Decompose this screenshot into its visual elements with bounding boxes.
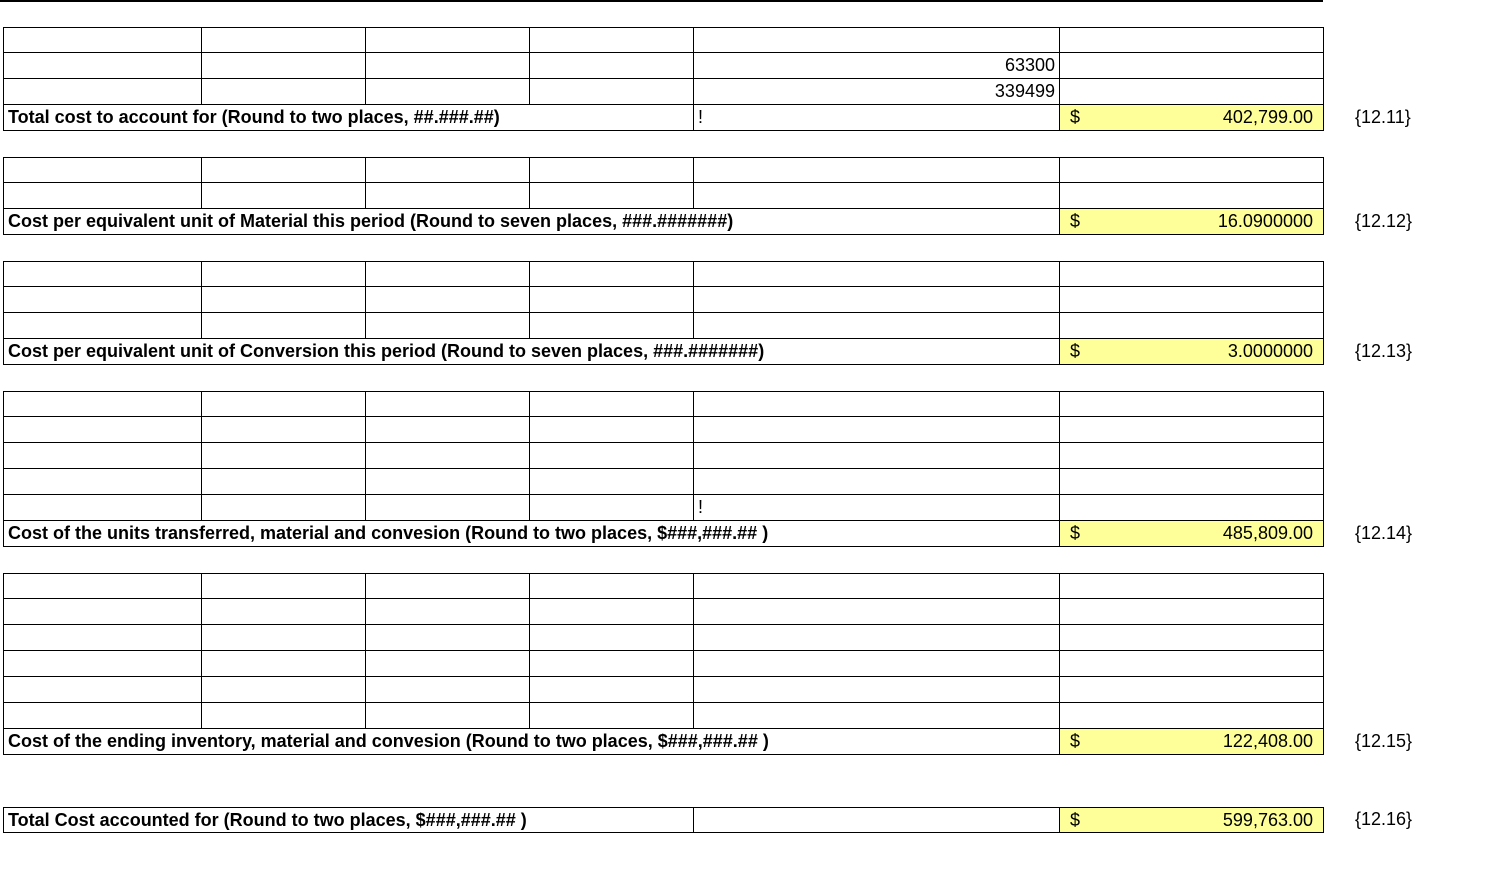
answer-value: 402,799.00 — [1222, 107, 1313, 127]
cell[interactable] — [365, 313, 529, 338]
cell[interactable] — [365, 79, 529, 104]
cell[interactable] — [201, 599, 365, 624]
cell[interactable] — [1059, 625, 1324, 650]
answer-cell[interactable] — [1059, 729, 1324, 754]
cell[interactable] — [529, 262, 693, 286]
block-units-transferred-cost — [3, 391, 1324, 547]
currency-symbol: $ — [1070, 731, 1081, 751]
answer-value: 599,763.00 — [1222, 810, 1313, 830]
answer-value: 485,809.00 — [1222, 523, 1313, 543]
cell[interactable] — [3, 313, 201, 338]
answer-cell[interactable] — [1059, 808, 1324, 832]
exclamation-cell[interactable]: ! — [693, 105, 1059, 130]
cell[interactable] — [529, 313, 693, 338]
currency-symbol: $ — [1070, 211, 1081, 231]
cell[interactable] — [201, 28, 365, 52]
cell[interactable] — [3, 183, 201, 208]
cell[interactable] — [3, 469, 201, 494]
table-row — [3, 313, 1324, 339]
cell[interactable] — [693, 574, 1059, 598]
cell-value[interactable]: 339499 — [693, 79, 1059, 104]
cell[interactable] — [693, 287, 1059, 312]
cell[interactable] — [3, 79, 201, 104]
table-row — [3, 261, 1324, 287]
total-label: Total cost to account for (Round to two places, ##.###.##) — [3, 105, 693, 130]
block-conversion-cost-per-unit — [3, 261, 1324, 365]
cell[interactable] — [1059, 417, 1324, 442]
cell[interactable] — [201, 417, 365, 442]
reference-code: {12.15} — [1355, 731, 1413, 751]
cell[interactable] — [365, 703, 529, 728]
cell[interactable] — [201, 625, 365, 650]
total-row — [3, 521, 1324, 547]
reference-code: {12.16} — [1355, 809, 1413, 829]
cell[interactable] — [693, 677, 1059, 702]
table-row — [3, 469, 1324, 495]
cell[interactable] — [365, 574, 529, 598]
table-row — [3, 391, 1324, 417]
block-total-cost-accounted — [3, 807, 1324, 833]
cell[interactable] — [529, 625, 693, 650]
reference-code: {12.12} — [1355, 211, 1413, 231]
cell[interactable] — [201, 392, 365, 416]
reference-code: {12.14} — [1355, 523, 1413, 543]
cell[interactable] — [693, 262, 1059, 286]
cell[interactable] — [1059, 703, 1324, 728]
cell[interactable] — [693, 313, 1059, 338]
cell[interactable] — [529, 183, 693, 208]
cell[interactable] — [201, 183, 365, 208]
table-row — [3, 599, 1324, 625]
answer-cell[interactable] — [1059, 521, 1324, 546]
cell[interactable] — [365, 158, 529, 182]
cell[interactable] — [529, 703, 693, 728]
cell[interactable] — [1059, 287, 1324, 312]
cell[interactable] — [201, 158, 365, 182]
currency-symbol: $ — [1070, 107, 1081, 127]
total-label: Cost per equivalent unit of Material this period (Round to seven places, ###.#######) — [3, 209, 1059, 234]
cell[interactable] — [693, 392, 1059, 416]
cell[interactable] — [3, 703, 201, 728]
table-row — [3, 651, 1324, 677]
cell[interactable] — [1059, 158, 1324, 182]
currency-symbol: $ — [1070, 523, 1081, 543]
answer-value: 122,408.00 — [1222, 731, 1313, 751]
block-ending-inventory-cost — [3, 573, 1324, 755]
cell[interactable] — [529, 677, 693, 702]
cell[interactable] — [201, 651, 365, 676]
cell[interactable] — [693, 443, 1059, 468]
cell[interactable] — [3, 158, 201, 182]
cell[interactable] — [693, 158, 1059, 182]
exclamation-cell[interactable]: ! — [693, 495, 1059, 520]
cell[interactable] — [365, 53, 529, 78]
answer-cell[interactable] — [1059, 339, 1324, 364]
cell[interactable] — [529, 28, 693, 52]
cell[interactable] — [3, 28, 201, 52]
cell[interactable] — [529, 443, 693, 468]
reference-code: {12.11} — [1355, 107, 1411, 127]
cell[interactable] — [1059, 313, 1324, 338]
cell[interactable] — [1059, 599, 1324, 624]
currency-symbol: $ — [1070, 341, 1081, 361]
cell[interactable] — [529, 417, 693, 442]
cell[interactable] — [693, 703, 1059, 728]
cell[interactable] — [529, 574, 693, 598]
cell[interactable] — [693, 183, 1059, 208]
answer-cell[interactable] — [1059, 105, 1324, 130]
cell-value[interactable]: 63300 — [693, 53, 1059, 78]
cell[interactable] — [1059, 79, 1324, 104]
total-row — [3, 209, 1324, 235]
cell[interactable] — [1059, 392, 1324, 416]
cell[interactable] — [365, 443, 529, 468]
total-row — [3, 729, 1324, 755]
cell[interactable] — [365, 599, 529, 624]
cell[interactable] — [1059, 677, 1324, 702]
cell[interactable] — [3, 574, 201, 598]
cell[interactable] — [1059, 53, 1324, 78]
cell[interactable] — [201, 262, 365, 286]
cell[interactable] — [365, 651, 529, 676]
cell[interactable] — [365, 392, 529, 416]
cell[interactable] — [529, 53, 693, 78]
cell[interactable] — [529, 495, 693, 520]
cell[interactable] — [529, 287, 693, 312]
cell[interactable] — [3, 417, 201, 442]
cell[interactable] — [693, 469, 1059, 494]
cell[interactable] — [529, 392, 693, 416]
cell[interactable] — [693, 28, 1059, 52]
cell[interactable] — [3, 262, 201, 286]
cell[interactable] — [3, 625, 201, 650]
table-row — [3, 79, 1324, 105]
currency-symbol: $ — [1070, 810, 1081, 830]
cell[interactable] — [365, 417, 529, 442]
cell[interactable] — [1059, 183, 1324, 208]
cell[interactable] — [365, 469, 529, 494]
table-row — [3, 703, 1324, 729]
cell[interactable] — [201, 53, 365, 78]
table-row — [3, 287, 1324, 313]
cell[interactable] — [201, 469, 365, 494]
cell[interactable] — [1059, 495, 1324, 520]
cell[interactable] — [3, 53, 201, 78]
top-border-line — [0, 0, 1323, 2]
table-row — [3, 495, 1324, 521]
total-label: Total Cost accounted for (Round to two places, $###,###.## ) — [3, 808, 693, 832]
table-row — [3, 53, 1324, 79]
reference-code: {12.13} — [1355, 341, 1413, 361]
cell[interactable] — [201, 443, 365, 468]
cell[interactable] — [3, 495, 201, 520]
answer-value: 16.0900000 — [1217, 211, 1313, 231]
cell[interactable] — [201, 287, 365, 312]
cell[interactable] — [529, 469, 693, 494]
cell[interactable] — [365, 262, 529, 286]
cell[interactable] — [3, 599, 201, 624]
cell[interactable] — [365, 28, 529, 52]
cell[interactable] — [201, 574, 365, 598]
cell[interactable] — [693, 808, 1059, 832]
cell[interactable] — [3, 651, 201, 676]
block-total-cost-to-account — [3, 27, 1324, 131]
cell[interactable] — [365, 625, 529, 650]
cell[interactable] — [201, 313, 365, 338]
cell[interactable] — [529, 79, 693, 104]
cell[interactable] — [529, 158, 693, 182]
cell[interactable] — [693, 651, 1059, 676]
cell[interactable] — [1059, 443, 1324, 468]
total-label: Cost of the units transferred, material and convesion (Round to two places, $###,###.## ) — [3, 521, 1059, 546]
cell[interactable] — [3, 677, 201, 702]
total-row — [3, 339, 1324, 365]
table-row — [3, 417, 1324, 443]
cell[interactable] — [1059, 262, 1324, 286]
total-row — [3, 105, 1324, 131]
cell[interactable] — [201, 703, 365, 728]
cell[interactable] — [693, 599, 1059, 624]
block-material-cost-per-unit — [3, 157, 1324, 235]
table-row — [3, 677, 1324, 703]
cell[interactable] — [201, 677, 365, 702]
cell[interactable] — [693, 417, 1059, 442]
cell[interactable] — [1059, 574, 1324, 598]
cell[interactable] — [3, 392, 201, 416]
cell[interactable] — [201, 495, 365, 520]
table-row — [3, 573, 1324, 599]
cell[interactable] — [3, 443, 201, 468]
cell[interactable] — [3, 287, 201, 312]
total-row — [3, 807, 1324, 833]
answer-cell[interactable] — [1059, 209, 1324, 234]
cell[interactable] — [1059, 469, 1324, 494]
cell[interactable] — [693, 625, 1059, 650]
table-row — [3, 183, 1324, 209]
table-row — [3, 443, 1324, 469]
cell[interactable] — [201, 79, 365, 104]
cell[interactable] — [365, 677, 529, 702]
cell[interactable] — [1059, 28, 1324, 52]
table-row — [3, 27, 1324, 53]
total-label: Cost of the ending inventory, material and convesion (Round to two places, $###,###.## ) — [3, 729, 1059, 754]
cell[interactable] — [1059, 651, 1324, 676]
cell[interactable] — [529, 599, 693, 624]
table-row — [3, 625, 1324, 651]
total-label: Cost per equivalent unit of Conversion this period (Round to seven places, ###.#######) — [3, 339, 1059, 364]
cell[interactable] — [529, 651, 693, 676]
answer-value: 3.0000000 — [1227, 341, 1313, 361]
cell[interactable] — [365, 287, 529, 312]
table-row — [3, 157, 1324, 183]
cell[interactable] — [365, 495, 529, 520]
cell[interactable] — [365, 183, 529, 208]
